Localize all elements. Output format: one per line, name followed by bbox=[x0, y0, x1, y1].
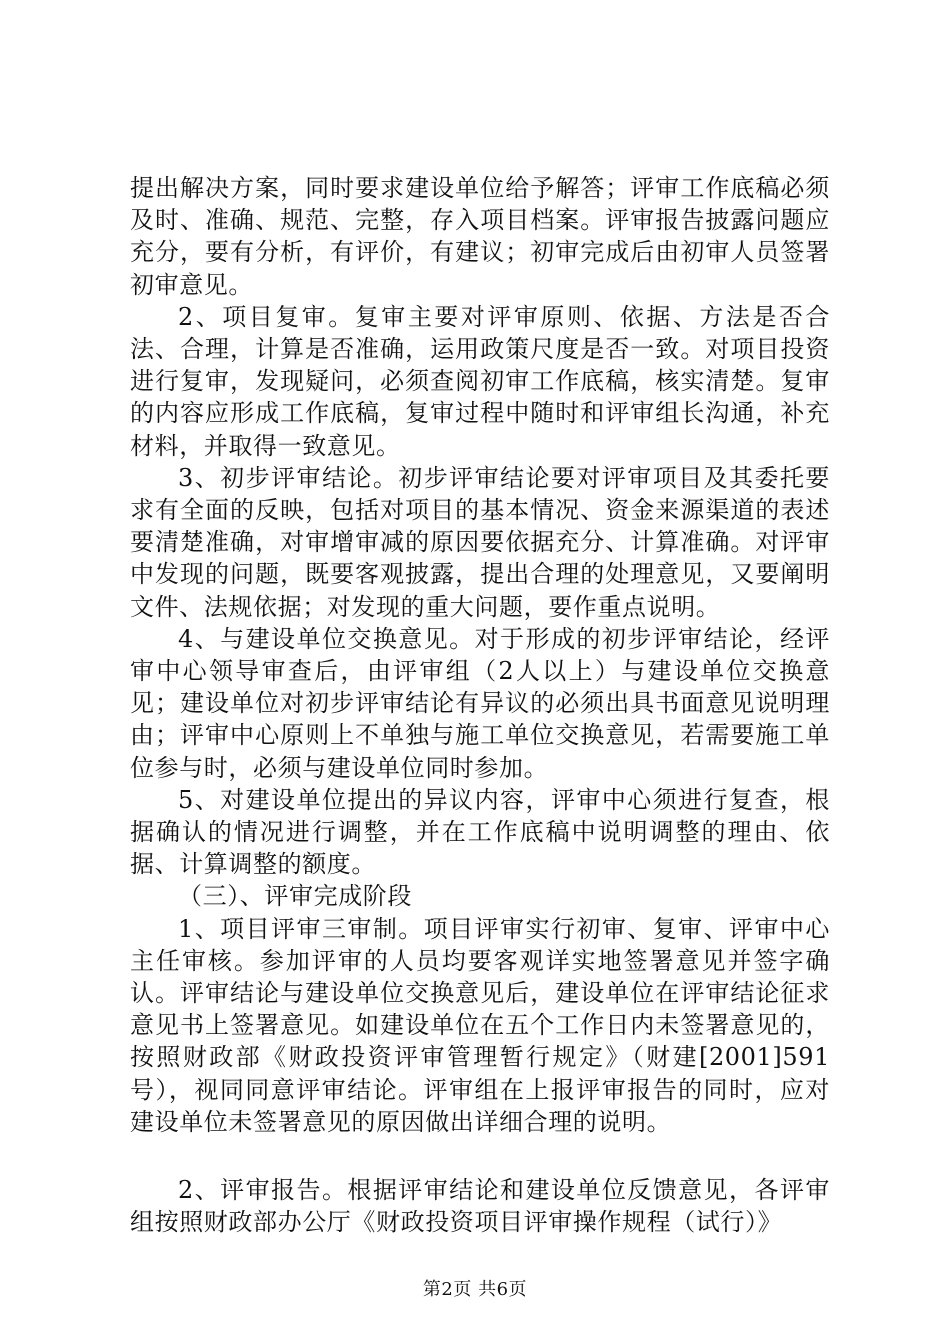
paragraph-review-report: 2、评审报告。根据评审结论和建设单位反馈意见，各评审组按照财政部办公厅《财政投资项目评审操作规程（试行）》 bbox=[130, 1176, 830, 1237]
page-footer: 第2页 共6页 bbox=[422, 1279, 528, 1300]
paragraph-continuation: 提出解决方案，同时要求建设单位给予解答；评审工作底稿必须及时、准确、规范、完整，存入项目档案。评审报告披露问题应充分，要有分析，有评价，有建议；初审完成后由初审人员签署初审意见。 bbox=[130, 174, 830, 299]
paragraph-exchange-opinions: 4、与建设单位交换意见。对于形成的初步评审结论，经评审中心领导审查后，由评审组（2人以上）与建设单位交换意见；建设单位对初步评审结论有异议的必须出具书面意见说明理由；评审中心原则上不单独与施工单位交换意见，若需要施工单位参与时，必须与建设单位同时参加。 bbox=[130, 624, 830, 782]
document-body bbox=[130, 172, 830, 1239]
paragraph-objection-review: 5、对建设单位提出的异议内容，评审中心须进行复查，根据确认的情况进行调整，并在工作底稿中说明调整的理由、依据、计算调整的额度。 bbox=[130, 785, 830, 879]
section-heading: （三）、评审完成阶段 bbox=[178, 882, 412, 911]
paragraph-gap bbox=[130, 1138, 830, 1174]
paragraph-preliminary-conclusion: 3、初步评审结论。初步评审结论要对评审项目及其委托要求有全面的反映，包括对项目的基本情况、资金来源渠道的表述要清楚准确，对审增审减的原因要依据充分、计算准确。对评审中发现的问题，既要客观披露，提出合理的处理意见，又要阐明文件、法规依据；对发现的重大问题，要作重点说明。 bbox=[130, 463, 830, 621]
paragraph-project-review: 2、项目复审。复审主要对评审原则、依据、方法是否合法、合理，计算是否准确，运用政策尺度是否一致。对项目投资进行复审，发现疑问，必须查阅初审工作底稿，核实清楚。复审的内容应形成工作底稿，复审过程中随时和评审组长沟通，补充材料，并取得一致意见。 bbox=[130, 302, 830, 460]
paragraph-three-review-system: 1、项目评审三审制。项目评审实行初审、复审、评审中心主任审核。参加评审的人员均要客观详实地签署意见并签字确认。评审结论与建设单位交换意见后，建设单位在评审结论征求意见书上签署意见。如建设单位在五个工作日内未签署意见的，按照财政部《财政投资评审管理暂行规定》（财建[2001]591号），视同同意评审结论。评审组在上报评审报告的同时，应对建设单位未签署意见的原因做出详细合理的说明。 bbox=[130, 914, 830, 1136]
